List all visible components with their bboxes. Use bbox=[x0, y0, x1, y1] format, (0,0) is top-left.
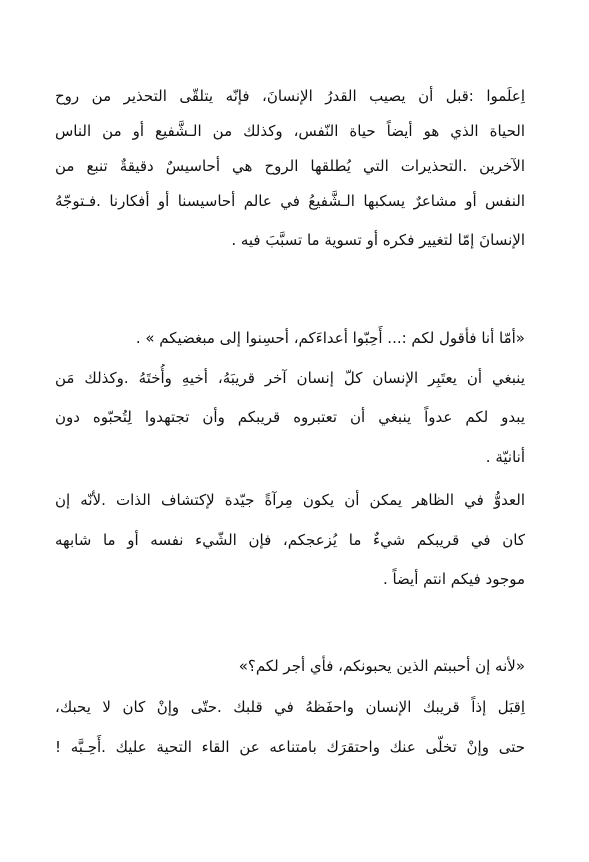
paragraph-2-line-7: موجود فيكم انتم أيضاً . bbox=[382, 570, 525, 588]
paragraph-2-line-3: يبدو لكم عدواً ينبغي أن تعتبروه قريبكم وأن تجتهدوا لِتُحبّوه دون bbox=[55, 408, 525, 426]
paragraph-1-line-1: اِعلَموا :قبل أن يصيب القدرُ الإنسانَ، فإنّه يتلقّى التحذير من روح bbox=[55, 87, 525, 105]
paragraph-2-line-5: العدوُّ في الظاهر يمكن أن يكون مِرآةً جيّدة لإكتشاف الذات .لأنّه إن bbox=[55, 491, 525, 509]
paragraph-1-line-5: الإنسانَ إمّا لتغيير فكره أو تسوية ما تسبَّبَ فيه . bbox=[231, 231, 525, 249]
paragraph-2-line-2: ينبغي أن يعتَبِر الإنسان كلّ إنسان آخر قريبَهُ، أخيهِ وأُختَهُ .وكذلك مَن bbox=[55, 369, 525, 387]
paragraph-1-line-2: الحياة الذي هو أيضاً حياة النّفس، وكذلك من الـشَّفيع أو من الناس bbox=[55, 122, 525, 140]
paragraph-1-line-3: الآخرين .التحذيرات التي يُطلقها الروح هي أحاسيسٌ دقيقةٌ تنبع من bbox=[55, 157, 525, 175]
paragraph-2-line-4: أنانيّة . bbox=[485, 448, 525, 466]
paragraph-3-line-2: اِقبَل إذاً قريبك الإنسان واحفَظهُ في قلبك .حتّى وإنْ كان لا يحبك، bbox=[55, 698, 525, 716]
paragraph-2-line-1: «أمّا أنا فأقول لكم :... أَحِبّوا أعداءَكم، أحسِنوا إلى مبغضيكم » . bbox=[135, 329, 525, 347]
paragraph-3-line-1: «لأنه إن أحببتم الذين يحبونكم، فأي أجر لكم؟» bbox=[238, 657, 525, 675]
paragraph-1-line-4: النفس أو مشاعرٌ يسكبها الـشَّفيعُ في عالم أحاسيسنا أو أفكارنا .فـتوجّهُ bbox=[55, 192, 525, 210]
paragraph-2-line-6: كان في قريبكم شيءٌ ما يُزعجكم، فإن الشّيء نفسه أو ما شابهه bbox=[55, 531, 525, 549]
paragraph-3-line-3: حتى وإنْ تخلّى عنك واحتقرَك بامتناعه عن القاء التحية عليك .أَحِـبَّه ! bbox=[55, 738, 525, 756]
